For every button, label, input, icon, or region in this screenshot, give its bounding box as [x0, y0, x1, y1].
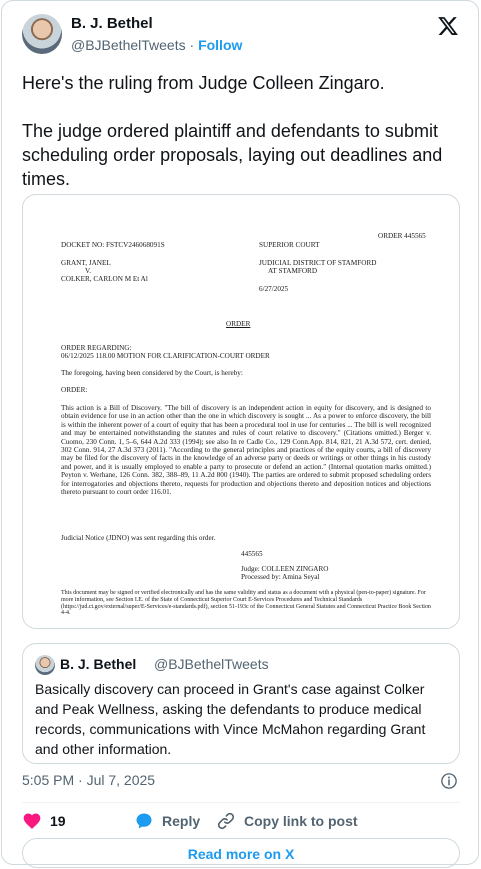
heart-icon	[22, 811, 42, 831]
read-more-button[interactable]: Read more on X	[22, 838, 460, 868]
order-label: ORDER:	[61, 386, 88, 394]
tweet-paragraph-1: Here's the ruling from Judge Colleen Zingaro.	[22, 73, 385, 93]
reply-label: Reply	[162, 813, 201, 829]
tweet-text	[22, 71, 462, 191]
processed-by: Processed by: Amina Seyal	[241, 573, 320, 581]
author-name[interactable]: B. J. Bethel	[71, 15, 153, 32]
order-body-text: This action is a Bill of Discovery. "The bill of discovery is an independent action in equity for discovery, and is designed to obtain evidence for use in an action other than the one in which discovery is sought ... As a power to enforce discovery, the bill is within the inherent power of a court of equity that has been a procedural tool in use for centuries ... The bill is well recognized and may be entertained notwithstanding the statutes and rules of court relative to discovery." (Citations omitted.) Berger v. Cuomo, 230 Conn. 1, 5–6, 644 A.2d 333 (1994); see also In re Cadle Co., 129 Conn.App. 814, 821, 21 A.3d 572, cert. denied, 302 Conn. 914, 27 A.3d 373 (2011). "According to the general principles and practices of the equity courts, a bill of discovery may be filed for the discovery of facts in the knowledge of an adverse party or deeds or writings or other things in his custody and power, and it is usually employed to enable a party to prosecute or defend an action." (Internal quotation marks omitted.) Peyton v. Werhane, 126 Conn. 382, 388–89, 11 A.2d 800 (1940).	[61, 404, 431, 480]
party-defendant: COLKER, CARLON M Et Al	[61, 275, 148, 283]
quoted-author-name[interactable]: B. J. Bethel	[60, 656, 137, 672]
copy-link-button[interactable]	[216, 811, 358, 831]
divider	[22, 802, 460, 803]
order-date: 6/27/2025	[259, 285, 289, 293]
quoted-author-handle[interactable]: @BJBethelTweets	[154, 656, 269, 672]
versus: V.	[85, 267, 92, 275]
follow-button[interactable]: Follow	[198, 37, 243, 53]
attached-document-image[interactable]	[22, 194, 460, 629]
party-plaintiff: GRANT, JANEL	[61, 259, 111, 267]
order-number: ORDER 445565	[378, 232, 426, 240]
judge-name: Judge: COLLEEN ZINGARO	[241, 565, 329, 573]
reply-button[interactable]	[134, 811, 216, 831]
avatar[interactable]	[22, 14, 62, 54]
quoted-tweet[interactable]	[22, 643, 460, 764]
tweet-paragraph-2: The judge ordered plaintiff and defendants to submit scheduling order proposals, laying out deadlines and times.	[22, 121, 443, 189]
document-footer: This document may be signed or verified electronically and has the same validity and status as a document with a physical (pen-to-paper) signature. For more information, see Section I.E. of the State of Connecticut Superior Court E-Services Procedures and Technical Standards (https://jud.ct.gov/external/super/E-Services/e-standards.pdf), section 51-193c of the Connecticut General Statutes and Connecticut Practice Book Section 4-4.	[61, 590, 431, 617]
docket-number: DOCKET NO: FSTCV246068091S	[61, 241, 165, 249]
reply-bubble-icon	[134, 811, 154, 831]
signature-number: 445565	[241, 550, 263, 558]
judicial-district: JUDICIAL DISTRICT OF STAMFORD	[259, 259, 377, 267]
order-heading: ORDER	[226, 320, 251, 328]
timestamp[interactable]: 5:05 PM · Jul 7, 2025	[22, 772, 156, 788]
quoted-tweet-text: Basically discovery can proceed in Grant's case against Colker and Peak Wellness, asking the defendants to produce medical records, communications with Vince McMahon regarding Grant and other information.	[35, 681, 426, 757]
foregoing-line: The foregoing, having been considered by the Court, is hereby:	[61, 369, 243, 377]
separator-dot: ·	[189, 37, 195, 53]
district-location: AT STAMFORD	[268, 267, 318, 275]
action-bar	[22, 810, 358, 832]
quoted-avatar[interactable]	[35, 655, 55, 675]
link-icon	[216, 811, 236, 831]
court-order-document	[23, 195, 460, 629]
court-name: SUPERIOR COURT	[259, 241, 320, 249]
author-handle-line	[71, 37, 242, 53]
order-regarding-motion: 06/12/2025 118.00 MOTION FOR CLARIFICATION-COURT ORDER	[61, 352, 270, 360]
like-button[interactable]	[22, 811, 134, 831]
like-count: 19	[50, 813, 66, 829]
tweet-card	[1, 0, 479, 865]
copy-link-label: Copy link to post	[244, 813, 358, 829]
judicial-notice: Judicial Notice (JDNO) was sent regarding this order.	[61, 534, 216, 542]
order-body-text-2: The parties are ordered to submit proposed scheduling orders for interrogatories and objections thereto, requests for production and objections thereto and deposition notices and objections thereto pursuant to court order 116.01.	[61, 471, 431, 497]
info-icon[interactable]	[440, 772, 458, 790]
author-handle[interactable]: @BJBethelTweets	[71, 37, 186, 53]
order-regarding-label: ORDER REGARDING:	[61, 344, 132, 352]
order-body	[61, 404, 431, 496]
x-logo-icon[interactable]	[437, 15, 459, 37]
